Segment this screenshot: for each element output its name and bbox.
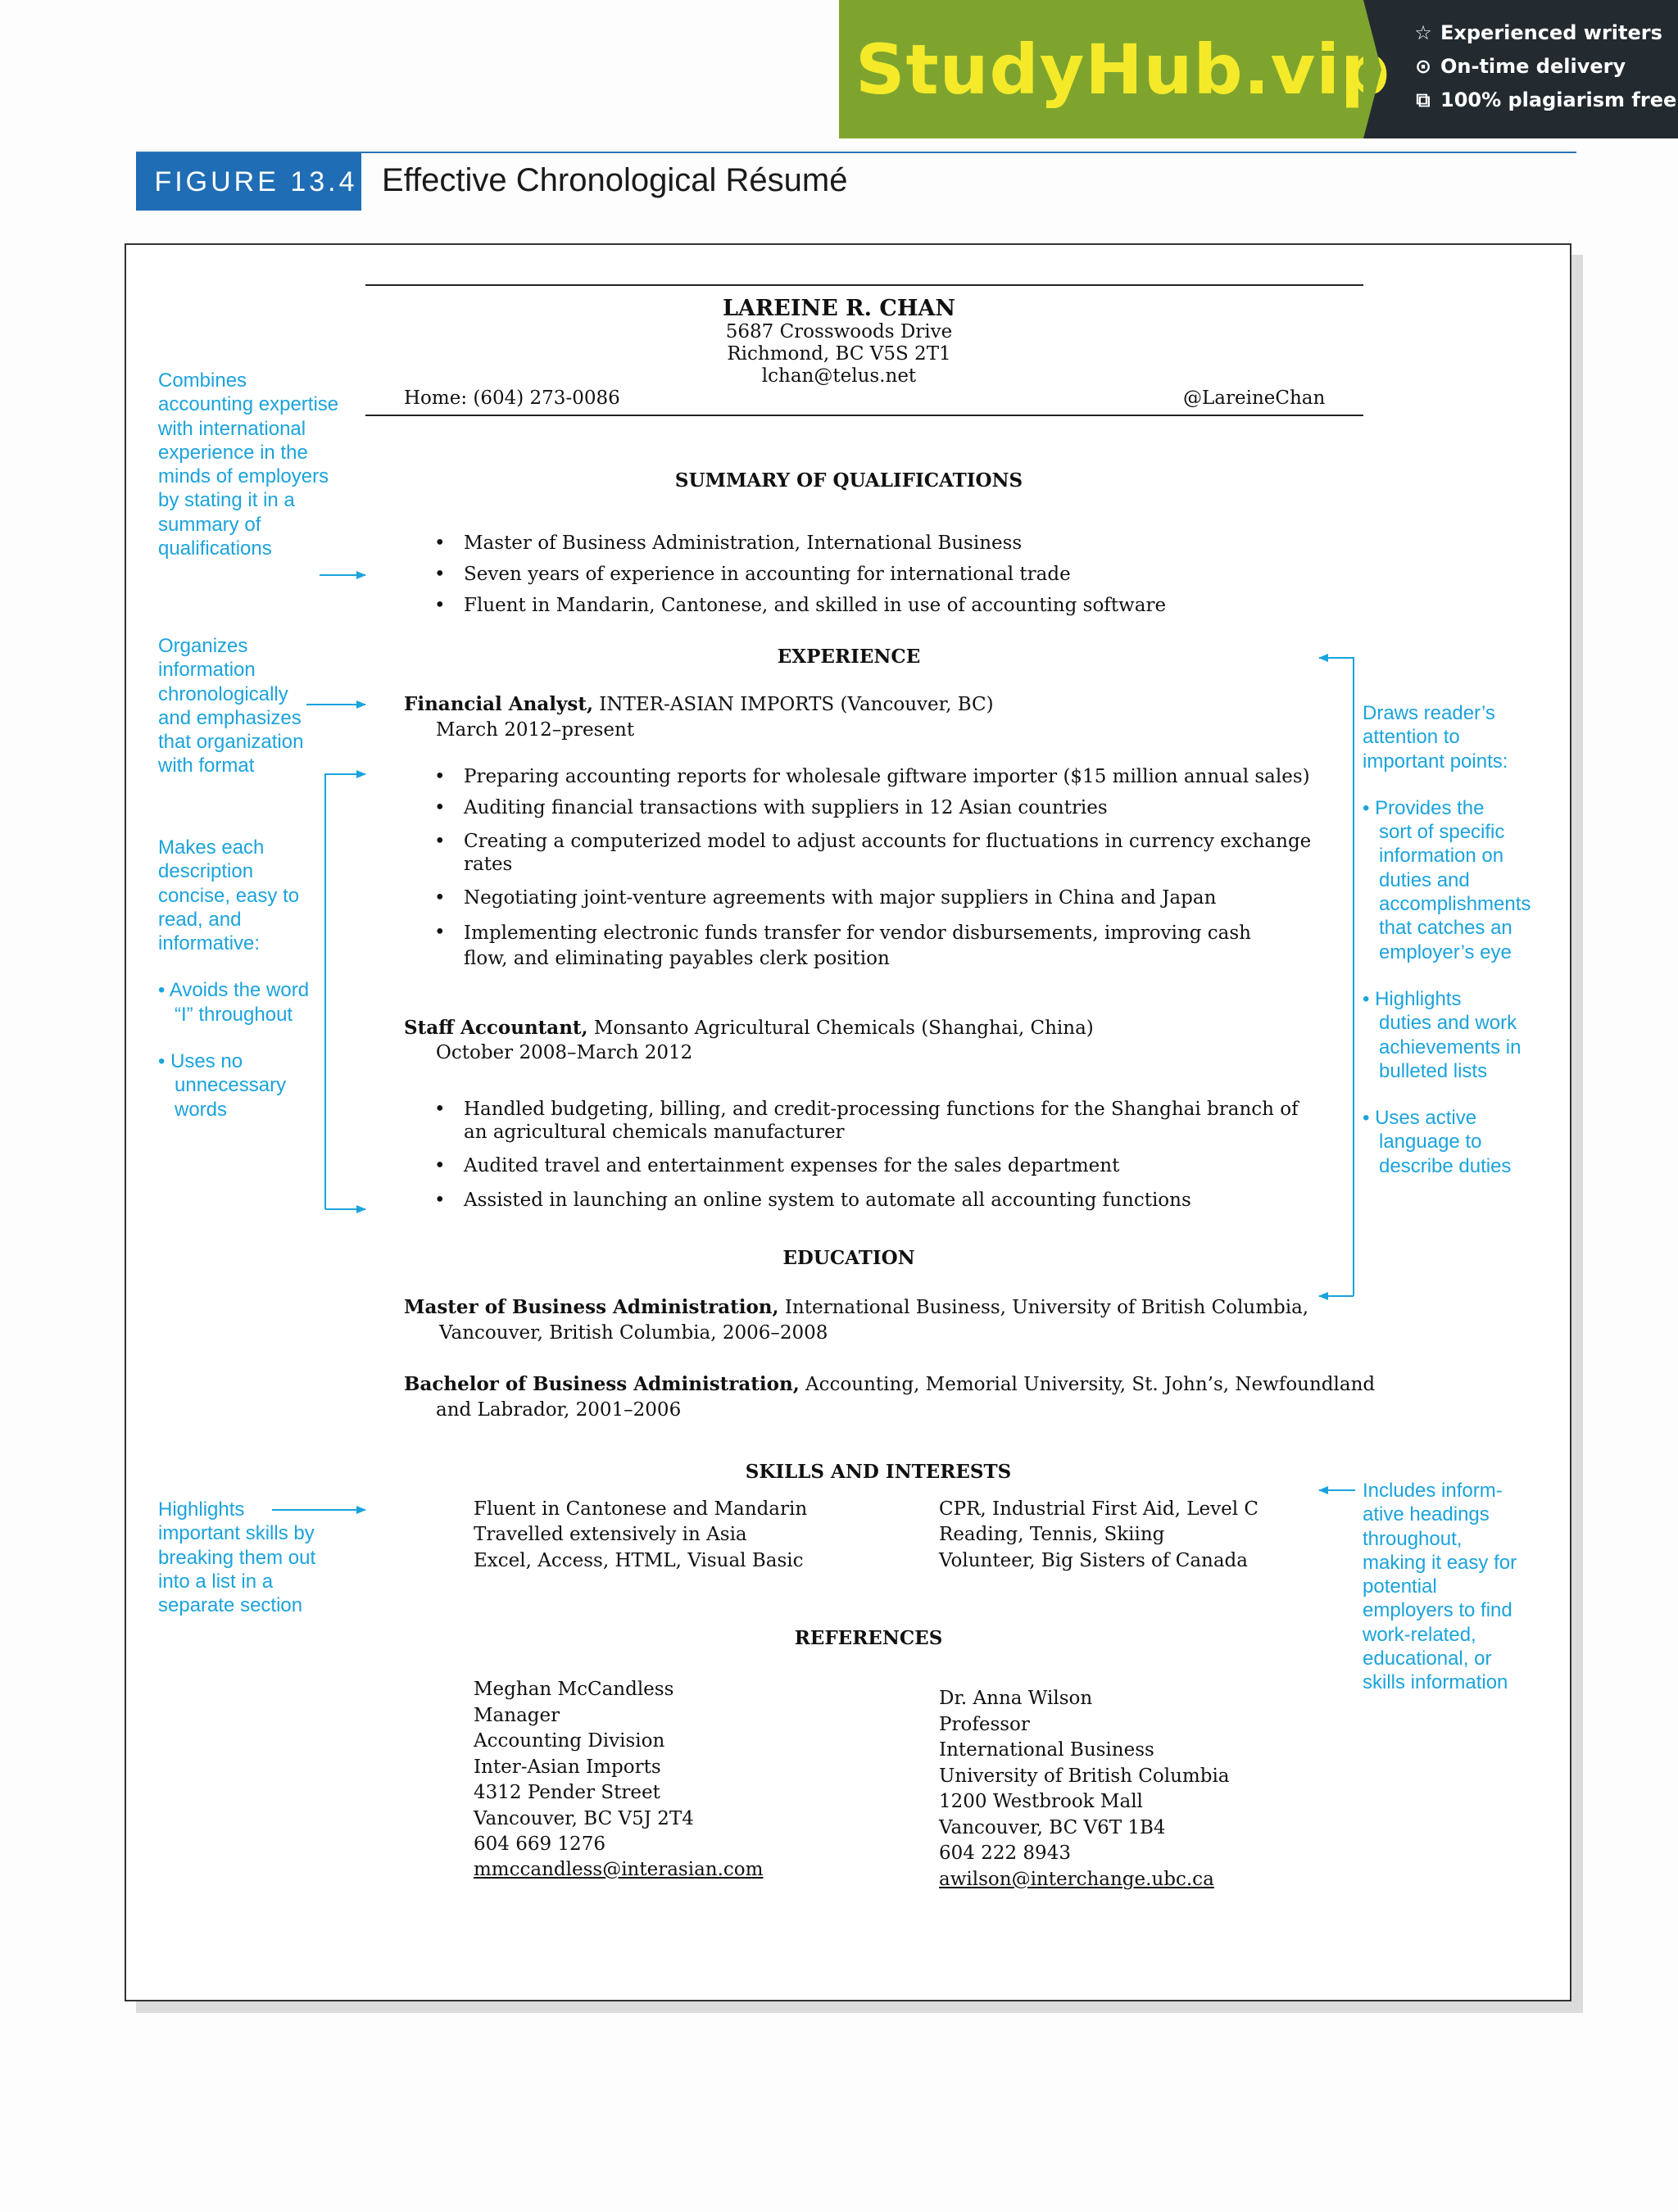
ref1-line: Manager	[474, 1705, 560, 1726]
education-bachelor-location: and Labrador, 2001–2006	[436, 1399, 682, 1421]
ref2-line: 1200 Westbrook Mall	[939, 1791, 1143, 1812]
ref2-line: Vancouver, BC V6T 1B4	[939, 1817, 1166, 1838]
job1-dates: March 2012–present	[436, 719, 635, 741]
feature-label: On-time delivery	[1440, 55, 1626, 78]
skill-item: Reading, Tennis, Skiing	[939, 1524, 1165, 1545]
ref1-line: Meghan McCandless	[474, 1679, 674, 1700]
job2-dates: October 2008–March 2012	[436, 1042, 693, 1063]
banner-features	[1363, 0, 1678, 138]
feature-on-time-delivery	[1413, 55, 1678, 78]
clock-icon: ⊙	[1414, 55, 1432, 78]
header-bottom-rule	[365, 415, 1363, 416]
skill-item: Travelled extensively in Asia	[474, 1524, 747, 1545]
feature-label: Experienced writers	[1440, 21, 1662, 44]
home-phone: Home: (604) 273-0086	[404, 388, 620, 409]
email: lchan@telus.net	[761, 365, 917, 387]
address-line-1: 5687 Crosswoods Drive	[725, 321, 953, 342]
banner-logo-panel	[839, 0, 1391, 138]
summary-heading: SUMMARY OF QUALIFICATIONS	[674, 469, 1023, 492]
twitter-handle: @LareineChan	[1183, 388, 1326, 409]
job2-heading: Staff Accountant, Monsanto Agricultural Chemicals (Shanghai, China)	[404, 1017, 1094, 1039]
education-heading: EDUCATION	[782, 1247, 915, 1269]
star-outline-icon: ☆	[1414, 21, 1432, 44]
ref1-email-link[interactable]: mmccandless@interasian.com	[474, 1859, 764, 1880]
address-line-2: Richmond, BC V5S 2T1	[727, 343, 951, 365]
annotation-chronological: Organizes information chronologically and emphasizes that organization with format	[158, 635, 304, 777]
studyhub-logo[interactable]: StudyHub.vip	[855, 29, 1391, 110]
feature-experienced-writers	[1413, 21, 1678, 44]
annotation-concise: Makes each description concise, easy to read, and informative: • Avoids the word “I” throughout • Uses no unnecessary words	[158, 836, 310, 1121]
skill-item: Volunteer, Big Sisters of Canada	[939, 1550, 1248, 1571]
figure-label: FIGURE 13.4	[136, 153, 361, 211]
promo-banner[interactable]	[839, 0, 1678, 138]
education-master: Master of Business Administration, International Business, University of British Columbia,	[404, 1296, 1309, 1318]
feature-label: 100% plagiarism free	[1440, 88, 1677, 111]
ref2-email-link[interactable]: awilson@interchange.ubc.ca	[939, 1869, 1214, 1890]
annotation-summary: Combines accounting expertise with international experience in the minds of employers by stating it in a summary of qualifications	[158, 369, 339, 560]
ref2-line: University of British Columbia	[939, 1766, 1230, 1787]
header-top-rule	[365, 284, 1363, 286]
resume-name: LAREINE R. CHAN	[722, 296, 956, 321]
ref1-line: Accounting Division	[474, 1730, 665, 1752]
ref2-line: Dr. Anna Wilson	[939, 1688, 1093, 1709]
skill-item: Excel, Access, HTML, Visual Basic	[474, 1550, 804, 1571]
annotation-draws-attention: Draws reader’s attention to important points: • Provides the sort of specific information on duties and accomplishments that catches an employer’s eye • Highlights duties and work achievements in bulleted lists • Uses active language to describe duties	[1363, 702, 1531, 1177]
ref1-line: Vancouver, BC V5J 2T4	[474, 1808, 694, 1829]
skill-item: CPR, Industrial First Aid, Level C	[939, 1498, 1258, 1520]
annotation-skills: Highlights important skills by breaking them out into a list in a separate section	[158, 1498, 316, 1617]
education-bachelor: Bachelor of Business Administration, Accounting, Memorial University, St. John’s, Newfoundland	[404, 1373, 1376, 1395]
ref2-line: 604 222 8943	[939, 1843, 1071, 1864]
ref2-line: International Business	[939, 1739, 1154, 1761]
copy-icon: ⧉	[1416, 88, 1431, 111]
references-heading: REFERENCES	[794, 1627, 943, 1649]
experience-heading: EXPERIENCE	[777, 646, 921, 668]
job1-heading: Financial Analyst, INTER-ASIAN IMPORTS (Vancouver, BC)	[404, 693, 994, 715]
ref1-line: Inter-Asian Imports	[474, 1756, 661, 1778]
education-master-location: Vancouver, British Columbia, 2006–2008	[439, 1322, 828, 1344]
ref1-line: 604 669 1276	[474, 1834, 605, 1855]
ref2-line: Professor	[939, 1714, 1030, 1735]
skills-heading: SKILLS AND INTERESTS	[745, 1461, 1012, 1483]
figure-title: Effective Chronological Résumé	[382, 162, 848, 198]
annotation-headings: Includes inform- ative headings throughout, making it easy for potential employers to find work-related, educational, or skills information	[1363, 1480, 1517, 1694]
feature-plagiarism-free	[1413, 88, 1678, 111]
ref1-line: 4312 Pender Street	[474, 1782, 660, 1803]
skill-item: Fluent in Cantonese and Mandarin	[474, 1498, 808, 1520]
